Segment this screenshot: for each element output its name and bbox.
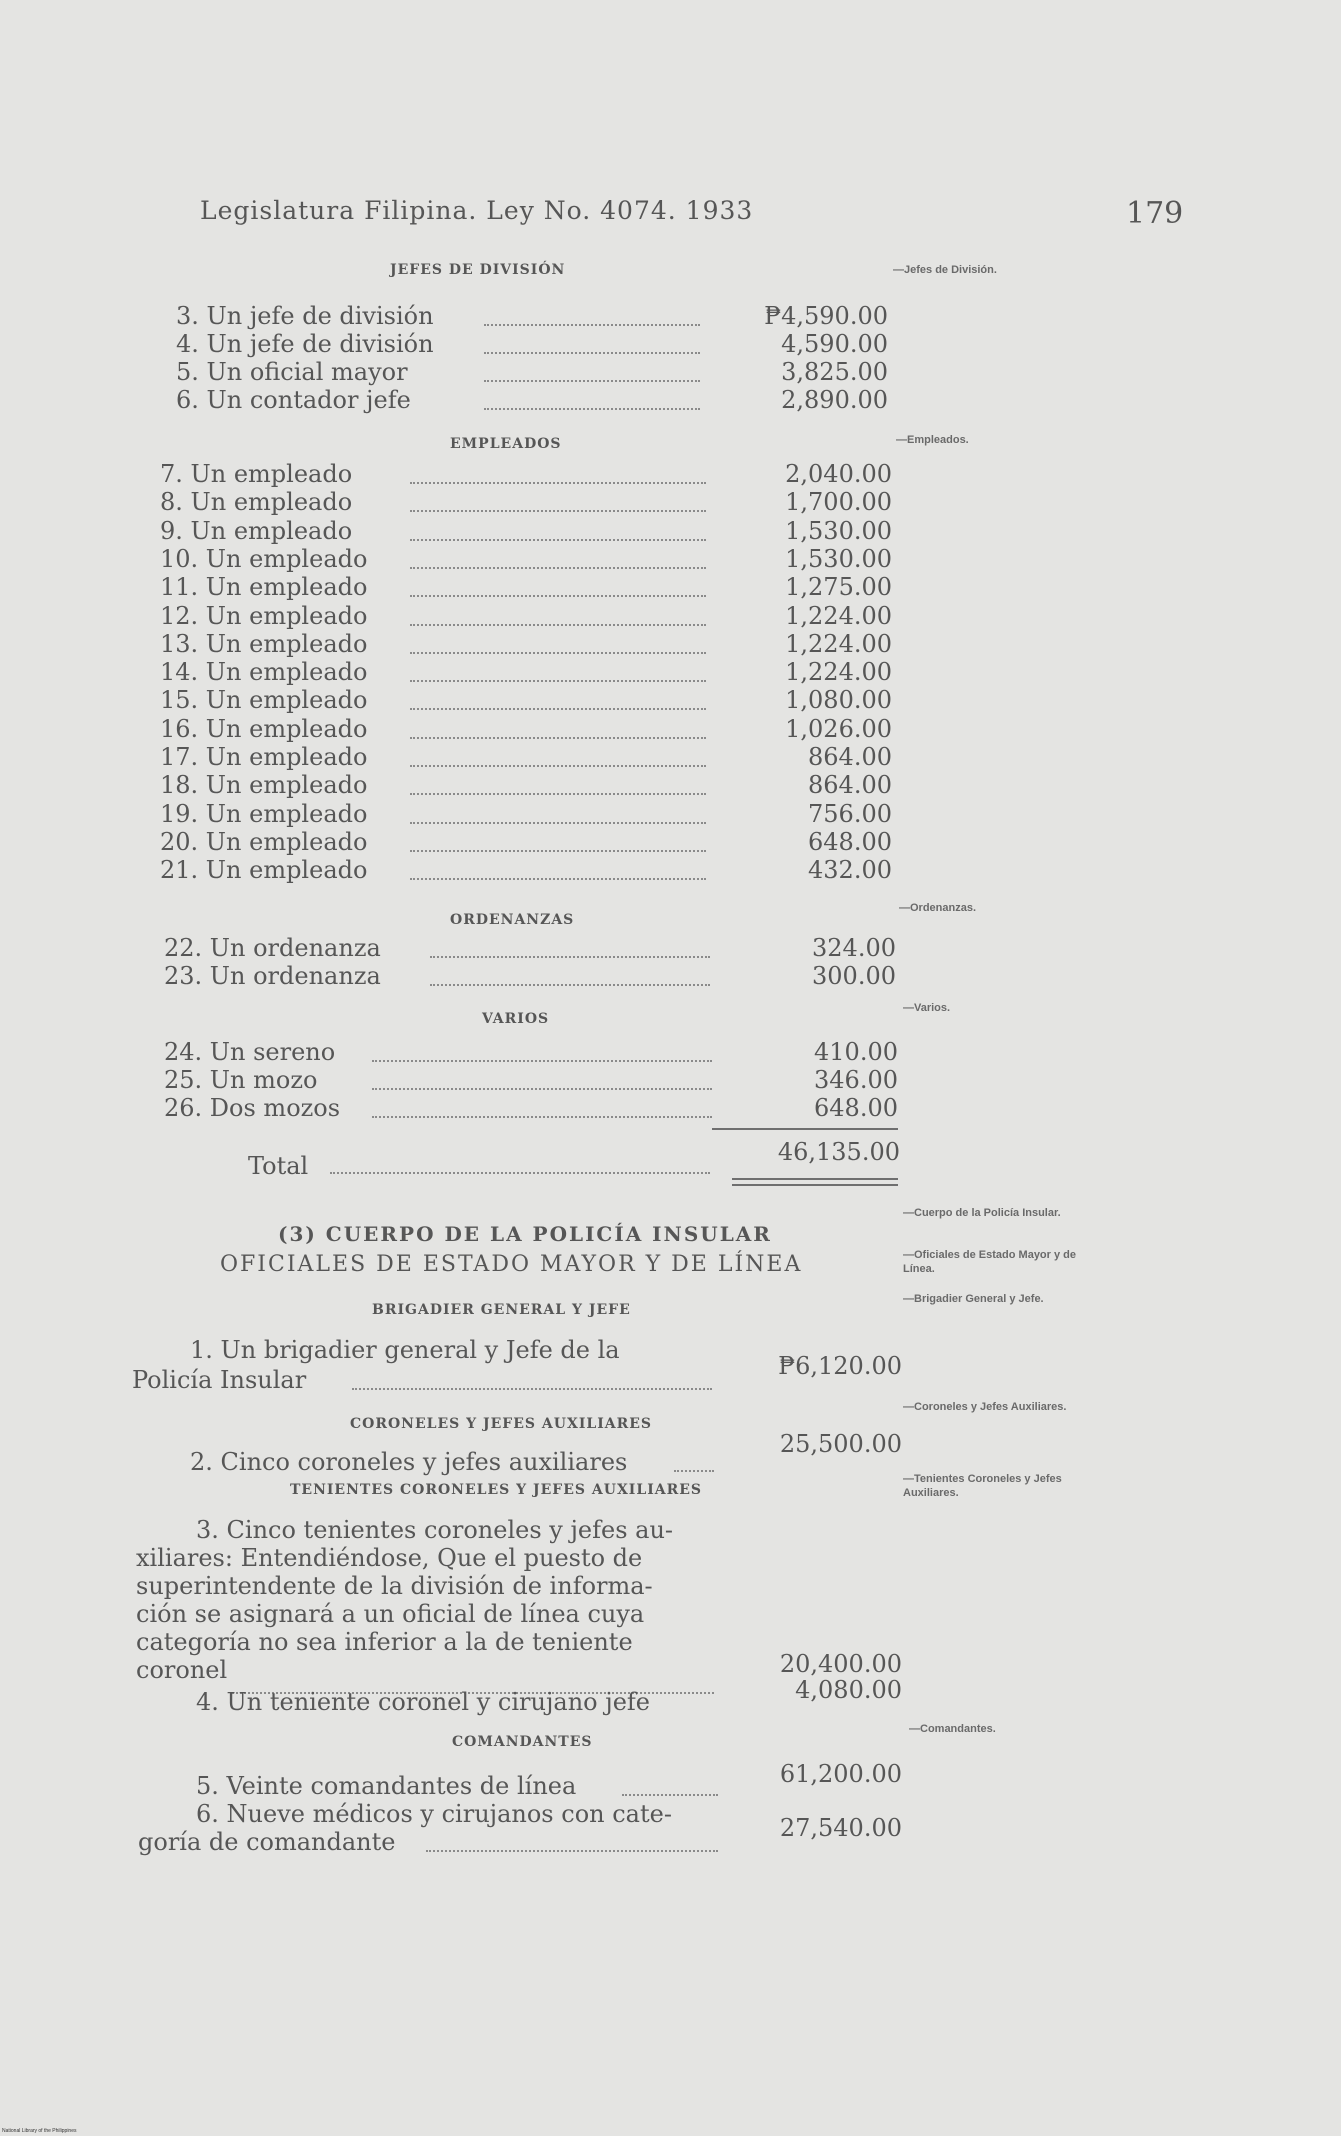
policia-subtitle: OFICIALES DE ESTADO MAYOR Y DE LÍNEA — [220, 1252, 803, 1277]
varios-row-leader — [372, 1088, 712, 1090]
item-3-line: superintendente de la división de informa- — [136, 1572, 653, 1600]
policia-title: (3) CUERPO DE LA POLICÍA INSULAR — [278, 1222, 772, 1246]
empleado-row-leader — [410, 510, 706, 512]
empleado-row-amount: 1,700.00 — [785, 488, 892, 517]
margin-note-empleados: —Empleados. — [896, 434, 969, 446]
jefe-row-label: 4. Un jefe de división — [176, 330, 434, 358]
empleado-row-leader — [410, 539, 706, 541]
margin-note-tenientes: —Tenientes Coroneles y Jefes Auxiliares. — [903, 1473, 1062, 1499]
section-heading-empleados: EMPLEADOS — [450, 436, 562, 452]
empleado-row-amount: 1,224.00 — [785, 629, 892, 658]
item-2-leader — [674, 1470, 714, 1472]
empleado-row-label: 20. Un empleado — [160, 827, 368, 856]
item-1-line2: Policía Insular — [132, 1366, 307, 1394]
jefe-row-leader — [484, 380, 700, 382]
jefe-row-amount: ₱4,590.00 — [764, 302, 888, 330]
empleado-row-leader — [410, 708, 706, 710]
item-5-leader — [622, 1794, 718, 1796]
jefe-row-amount: 4,590.00 — [781, 330, 888, 358]
item-1-leader — [352, 1388, 712, 1390]
item-6-amount: 27,540.00 — [779, 1814, 902, 1842]
empleado-row-leader — [410, 482, 706, 484]
varios-row-amount: 410.00 — [814, 1038, 898, 1066]
empleado-row-label: 19. Un empleado — [160, 799, 368, 828]
empleado-row-amount: 1,275.00 — [785, 573, 892, 602]
jefe-row-label: 6. Un contador jefe — [176, 386, 411, 414]
ordenanza-row-label: 23. Un ordenanza — [164, 962, 381, 990]
brigadier-heading: BRIGADIER GENERAL Y JEFE — [372, 1302, 631, 1318]
empleado-row-amount: 1,224.00 — [785, 658, 892, 687]
empleado-row-label: 10. Un empleado — [160, 544, 368, 573]
jefe-row-label: 5. Un oficial mayor — [176, 358, 408, 386]
empleado-row-label: 11. Un empleado — [160, 573, 368, 602]
margin-note-oficiales: —Oficiales de Estado Mayor y de Línea. — [903, 1249, 1077, 1275]
margin-note-cuerpo: —Cuerpo de la Policía Insular. — [903, 1207, 1061, 1219]
empleado-row-label: 7. Un empleado — [160, 460, 353, 488]
empleado-row-leader — [410, 567, 706, 569]
total-rule-bottom-1 — [732, 1178, 898, 1180]
margin-note-ordenanzas: —Ordenanzas. — [899, 902, 977, 914]
item-3-line: coronel — [136, 1656, 228, 1684]
coroneles-heading: CORONELES Y JEFES AUXILIARES — [350, 1416, 653, 1432]
running-head: Legislatura Filipina. Ley No. 4074. 1933 — [200, 196, 754, 225]
empleado-row-label: 13. Un empleado — [160, 629, 368, 658]
empleado-row-leader — [410, 624, 706, 626]
empleado-row-amount: 1,080.00 — [785, 686, 892, 715]
jefe-row-label: 3. Un jefe de división — [176, 302, 434, 330]
ordenanza-row-label: 22. Un ordenanza — [164, 934, 381, 962]
item-6-leader — [426, 1850, 718, 1852]
item-3-line: xiliares: Entendiéndose, Que el puesto de — [136, 1544, 643, 1572]
empleado-row-amount: 648.00 — [808, 827, 892, 856]
empleado-row-amount: 1,530.00 — [785, 544, 892, 573]
jefe-row-amount: 3,825.00 — [781, 358, 888, 386]
empleado-row-leader — [410, 595, 706, 597]
item-6-line1: 6. Nueve médicos y cirujanos con cate- — [196, 1800, 672, 1828]
item-1-line1: 1. Un brigadier general y Jefe de la — [190, 1336, 620, 1364]
empleado-row-leader — [410, 765, 706, 767]
ordenanza-row-leader — [430, 984, 710, 986]
item-2: 2. Cinco coroneles y jefes auxiliares — [190, 1448, 628, 1476]
margin-note-varios: —Varios. — [903, 1002, 951, 1014]
margin-note-comandantes: —Comandantes. — [909, 1723, 996, 1735]
total-label: Total — [248, 1152, 309, 1180]
page-number: 179 — [1126, 196, 1184, 231]
empleado-row-leader — [410, 878, 706, 880]
item-3-line: categoría no sea inferior a la de teniente — [136, 1628, 633, 1656]
item-6-line2: goría de comandante — [138, 1828, 396, 1856]
empleado-row-leader — [410, 850, 706, 852]
footer-credit: National Library of the Philippines — [2, 2128, 77, 2134]
margin-note-brigadier: —Brigadier General y Jefe. — [903, 1293, 1044, 1305]
empleado-row-label: 8. Un empleado — [160, 488, 353, 517]
total-amount: 46,135.00 — [777, 1138, 900, 1166]
section-heading-ordenanzas: ORDENANZAS — [450, 912, 575, 928]
jefe-row-amount: 2,890.00 — [781, 386, 888, 414]
empleado-row-leader — [410, 652, 706, 654]
empleado-row-amount: 432.00 — [808, 856, 892, 885]
varios-row-amount: 648.00 — [814, 1094, 898, 1122]
item-5: 5. Veinte comandantes de línea — [196, 1772, 577, 1800]
ordenanza-row-amount: 300.00 — [812, 962, 896, 990]
empleado-row-amount: 864.00 — [808, 743, 892, 771]
section-heading-varios: VARIOS — [482, 1011, 550, 1027]
section-heading-jefes: JEFES DE DIVISIÓN — [390, 262, 566, 278]
empleado-row-amount: 864.00 — [808, 771, 892, 800]
total-rule-bottom-2 — [732, 1184, 898, 1186]
ordenanza-row-leader — [430, 956, 710, 958]
varios-row-amount: 346.00 — [814, 1066, 898, 1094]
ordenanza-row-amount: 324.00 — [812, 934, 896, 962]
item-2-amount: 25,500.00 — [779, 1430, 902, 1458]
total-leader — [330, 1172, 710, 1174]
empleado-row-leader — [410, 822, 706, 824]
item-1-amount: ₱6,120.00 — [778, 1352, 902, 1380]
empleado-row-leader — [410, 793, 706, 795]
empleado-row-label: 17. Un empleado — [160, 743, 368, 771]
comandantes-heading: COMANDANTES — [452, 1734, 593, 1750]
varios-row-label: 25. Un mozo — [164, 1066, 318, 1094]
empleado-row-amount: 1,530.00 — [785, 516, 892, 545]
varios-row-leader — [372, 1060, 712, 1062]
total-rule-top — [712, 1128, 898, 1130]
empleado-row-label: 12. Un empleado — [160, 601, 368, 630]
margin-note-coroneles: —Coroneles y Jefes Auxiliares. — [903, 1401, 1067, 1413]
empleado-row-amount: 1,224.00 — [785, 601, 892, 630]
empleado-row-label: 9. Un empleado — [160, 516, 353, 545]
empleado-row-label: 16. Un empleado — [160, 714, 368, 743]
item-4-amount: 4,080.00 — [795, 1676, 902, 1704]
empleado-row-label: 15. Un empleado — [160, 686, 368, 715]
jefe-row-leader — [484, 324, 700, 326]
tenientes-heading: TENIENTES CORONELES Y JEFES AUXILIARES — [290, 1482, 703, 1498]
empleado-row-amount: 2,040.00 — [785, 460, 892, 488]
empleado-row-label: 18. Un empleado — [160, 771, 368, 800]
empleado-row-amount: 1,026.00 — [785, 714, 892, 743]
jefe-row-leader — [484, 352, 700, 354]
varios-row-label: 24. Un sereno — [164, 1038, 336, 1066]
empleado-row-label: 21. Un empleado — [160, 856, 368, 885]
empleado-row-leader — [410, 680, 706, 682]
item-3-line: 3. Cinco tenientes coroneles y jefes au- — [196, 1516, 674, 1544]
varios-row-leader — [372, 1116, 712, 1118]
empleado-row-leader — [410, 737, 706, 739]
margin-note-jefes: —Jefes de División. — [893, 264, 997, 276]
item-5-amount: 61,200.00 — [779, 1760, 902, 1788]
item-3-amount: 20,400.00 — [779, 1650, 902, 1678]
item-4: 4. Un teniente coronel y cirujano jefe — [196, 1688, 650, 1716]
empleado-row-amount: 756.00 — [808, 799, 892, 828]
jefe-row-leader — [484, 408, 700, 410]
varios-row-label: 26. Dos mozos — [164, 1094, 341, 1122]
item-3-line: ción se asignará a un oficial de línea cuya — [136, 1600, 645, 1628]
empleado-row-label: 14. Un empleado — [160, 658, 368, 687]
